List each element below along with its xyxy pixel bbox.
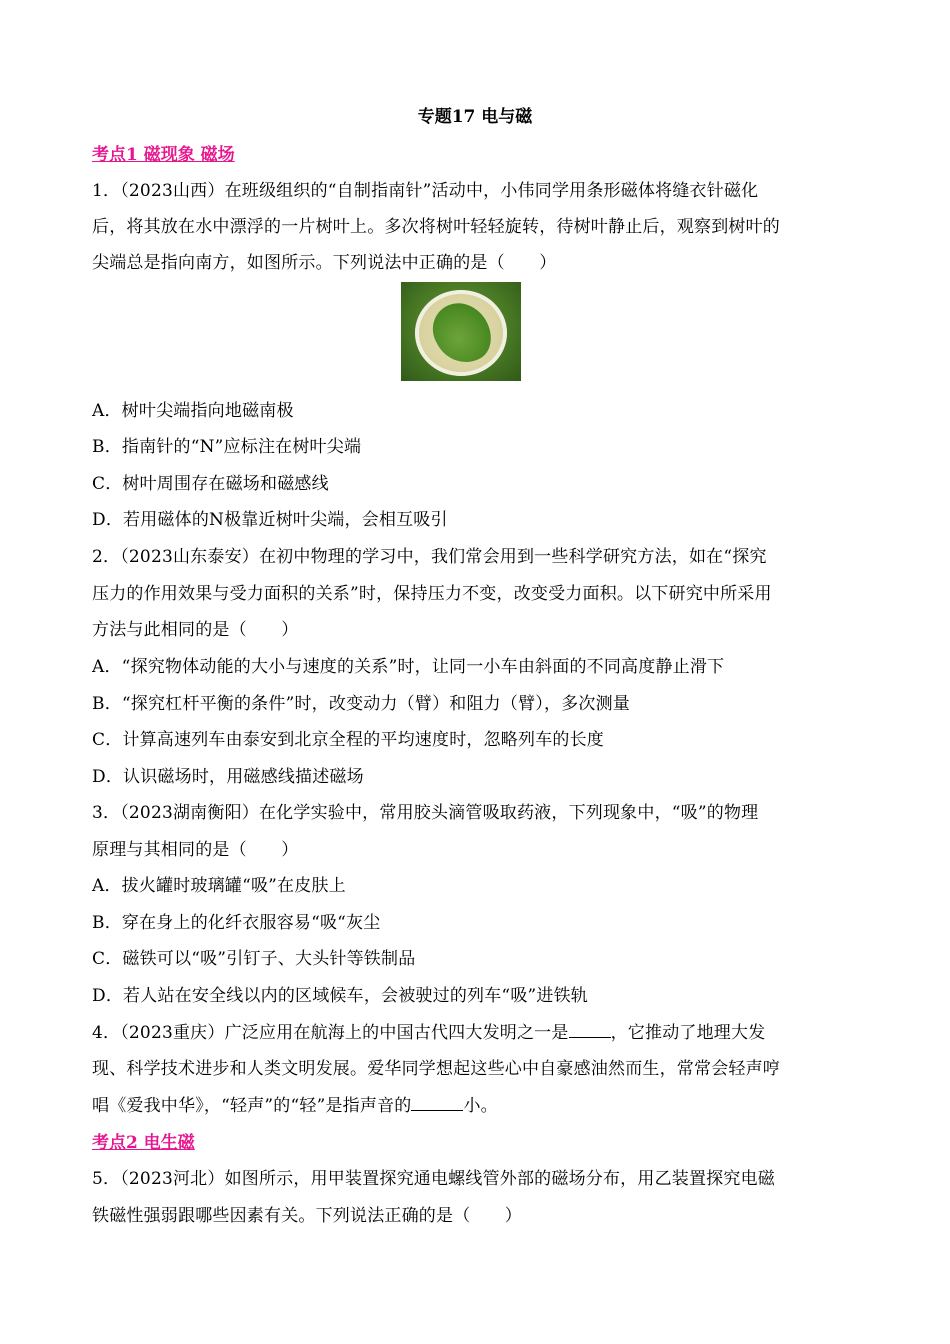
q3-option-a: A．拔火罐时玻璃罐“吸”在皮肤上 bbox=[92, 876, 346, 896]
q3-line-1: 3．（2023湖南衡阳）在化学实验中，常用胶头滴管吸取药液，下列现象中，“吸”的物理 bbox=[92, 803, 759, 823]
q2-option-a: A．“探究物体动能的大小与速度的关系”时，让同一小车由斜面的不同高度静止滑下 bbox=[92, 657, 725, 677]
q5-line-2: 铁磁性强弱跟哪些因素有关。下列说法正确的是（ ） bbox=[92, 1206, 522, 1226]
q1-option-a: A．树叶尖端指向地磁南极 bbox=[92, 401, 294, 421]
q2-line-1: 2．（2023山东泰安）在初中物理的学习中，我们常会用到一些科学研究方法，如在“探究 bbox=[92, 547, 767, 567]
q4-line-1 bbox=[92, 1018, 765, 1043]
q4-line-3-part-a: 唱《爱我中华》，“轻声”的“轻”是指声音的 bbox=[92, 1096, 412, 1116]
q1-option-c: C．树叶周围存在磁场和磁感线 bbox=[92, 474, 329, 494]
q1-line-2: 后，将其放在水中漂浮的一片树叶上。多次将树叶轻轻旋转，待树叶静止后，观察到树叶的 bbox=[92, 217, 780, 237]
q4-line-1-part-a: 4．（2023重庆）广泛应用在航海上的中国古代四大发明之一是 bbox=[92, 1023, 569, 1043]
q3-line-2: 原理与其相同的是（ ） bbox=[92, 840, 299, 860]
section-heading-1: 考点1 磁现象 磁场 bbox=[92, 145, 235, 165]
q2-line-2: 压力的作用效果与受力面积的关系”时，保持压力不变，改变受力面积。以下研究中所采用 bbox=[92, 584, 772, 604]
q1-option-b: B．指南针的“N”应标注在树叶尖端 bbox=[92, 437, 362, 457]
q5-line-1: 5．（2023河北）如图所示，用甲装置探究通电螺线管外部的磁场分布，用乙装置探究电磁 bbox=[92, 1169, 775, 1189]
q3-option-d: D．若人站在安全线以内的区域候车，会被驶过的列车“吸”进铁轨 bbox=[92, 986, 589, 1006]
q4-line-1-part-b: ，它推动了地理大发 bbox=[610, 1023, 766, 1043]
q2-option-c: C．计算高速列车由泰安到北京全程的平均速度时，忽略列车的长度 bbox=[92, 730, 605, 750]
q1-line-3: 尖端总是指向南方，如图所示。下列说法中正确的是（ ） bbox=[92, 253, 557, 273]
answer-blank-1 bbox=[569, 1023, 611, 1038]
q4-line-3-part-b: 小。 bbox=[463, 1096, 498, 1116]
q4-line-2: 现、科学技术进步和人类文明发展。爱华同学想起这些心中自豪感油然而生，常常会轻声哼 bbox=[92, 1059, 780, 1079]
q1-line-1: 1．（2023山西）在班级组织的“自制指南针”活动中，小伟同学用条形磁体将缝衣针磁化 bbox=[92, 181, 759, 201]
q2-option-d: D．认识磁场时，用磁感线描述磁场 bbox=[92, 767, 364, 787]
q4-line-3 bbox=[92, 1091, 498, 1116]
leaf-in-water-photo bbox=[401, 282, 521, 381]
q2-option-b: B．“探究杠杆平衡的条件”时，改变动力（臂）和阻力（臂），多次测量 bbox=[92, 694, 630, 714]
page-title: 专题17 电与磁 bbox=[417, 107, 533, 127]
q3-option-b: B．穿在身上的化纤衣服容易“吸“灰尘 bbox=[92, 913, 381, 933]
answer-blank-2 bbox=[411, 1096, 463, 1111]
section-heading-2: 考点2 电生磁 bbox=[92, 1133, 195, 1153]
q3-option-c: C．磁铁可以“吸”引钉子、大头针等铁制品 bbox=[92, 949, 416, 969]
q1-option-d: D．若用磁体的N极靠近树叶尖端，会相互吸引 bbox=[92, 510, 448, 530]
q2-line-3: 方法与此相同的是（ ） bbox=[92, 620, 299, 640]
